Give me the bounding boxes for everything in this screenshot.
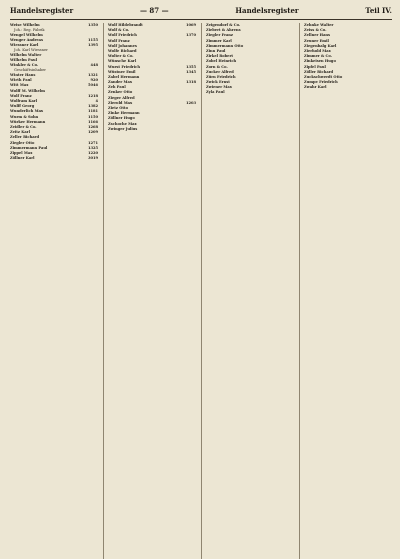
- entry-number: 1321: [87, 73, 98, 78]
- entry-number: 1166: [87, 119, 98, 124]
- entry-number: 1209: [87, 130, 98, 135]
- register-entry: [10, 109, 98, 114]
- register-columns: [10, 23, 392, 559]
- register-entry: [10, 125, 98, 130]
- page-number: — 87 —: [140, 6, 169, 15]
- entry-firm-name: Zimmer Karl: [206, 38, 232, 43]
- entry-firm-name: Wurst Friedrich: [108, 64, 140, 69]
- register-entry: [10, 130, 98, 135]
- entry-firm-name: Zucker Alfred: [206, 69, 234, 74]
- entry-firm-name: Wengel Wilhelm: [10, 32, 43, 37]
- register-entry: [108, 44, 196, 49]
- register-entry: [108, 85, 196, 90]
- entry-firm-name: Zeidler & Co.: [10, 124, 37, 129]
- entry-firm-name: Zeigendorf & Co.: [206, 23, 241, 27]
- entry-firm-name: Wolf Franz: [10, 93, 32, 98]
- entry-number: 1218: [87, 93, 98, 98]
- register-entry: [10, 63, 98, 72]
- register-entry: [304, 44, 392, 49]
- register-entry: [206, 59, 294, 64]
- register-column-3: [201, 23, 294, 559]
- entry-firm-name: Zierold Max: [108, 100, 133, 105]
- entry-firm-name: Zander Max: [108, 80, 132, 85]
- entry-firm-name: Zöllner Hugo: [108, 116, 135, 121]
- entry-firm-name: Zürn Friedrich: [206, 74, 236, 79]
- register-entry: [108, 59, 196, 64]
- register-entry: [10, 94, 98, 99]
- entry-firm-name: Wünsche Karl: [108, 59, 137, 64]
- entry-firm-name: Zwick Ernst: [206, 80, 230, 85]
- register-entry: [10, 141, 98, 146]
- entry-firm-name: Wilhelm Paul: [10, 58, 37, 63]
- register-entry: [10, 43, 98, 52]
- entry-firm-name: Zirkel Robert: [206, 54, 234, 59]
- entry-detail: Joh.: Reg. Fabrik: [14, 27, 45, 32]
- register-entry: [10, 73, 98, 78]
- register-entry: [10, 78, 98, 83]
- register-entry: [10, 99, 98, 104]
- entry-firm-name: Zyla Paul: [206, 90, 225, 95]
- entry-number: 1271: [87, 140, 98, 145]
- entry-firm-name: Wolf & Co.: [108, 28, 130, 33]
- register-entry: [108, 111, 196, 116]
- register-entry: [206, 70, 294, 75]
- entry-firm-name: Zimmermann Otto: [206, 43, 244, 48]
- register-entry: [206, 33, 294, 38]
- entry-firm-name: Zumpe Friedrich: [304, 80, 338, 85]
- register-entry: [108, 23, 196, 28]
- entry-number: 1395: [87, 43, 98, 48]
- register-entry: [10, 151, 98, 156]
- entry-number: 1350: [87, 23, 98, 27]
- entry-number: 1325: [87, 145, 98, 150]
- entry-number: 5046: [87, 83, 98, 88]
- entry-firm-name: Winkler & Co.: [10, 63, 39, 68]
- register-entry: [10, 83, 98, 88]
- entry-firm-name: Wolf Franz: [108, 38, 130, 43]
- register-entry: [304, 54, 392, 59]
- register-entry: [206, 65, 294, 70]
- register-entry: [304, 49, 392, 54]
- entry-firm-name: Zimmer & Co.: [304, 54, 332, 59]
- register-entry: [206, 85, 294, 90]
- entry-firm-name: Wolff M. Wilhelm: [10, 88, 45, 93]
- entry-firm-name: Wurm & Sohn: [10, 114, 39, 119]
- entry-firm-name: Zinke Hermann: [108, 111, 140, 116]
- entry-firm-name: Wolfram Karl: [10, 99, 38, 104]
- entry-firm-name: Ziegenbalg Karl: [304, 43, 337, 48]
- register-entry: [108, 75, 196, 80]
- entry-firm-name: Zipfel Paul: [304, 64, 326, 69]
- entry-firm-name: Zwahr Karl: [304, 85, 327, 90]
- entry-firm-name: Ziegler Franz: [206, 33, 233, 38]
- register-entry: [108, 101, 196, 106]
- entry-firm-name: Zietz Otto: [108, 106, 129, 110]
- register-entry: [10, 115, 98, 120]
- register-column-1: [10, 23, 98, 559]
- entry-firm-name: Würker Hermann: [10, 119, 46, 124]
- entry-firm-name: Zschoche Max: [108, 121, 137, 126]
- register-entry: [10, 89, 98, 94]
- register-entry: [10, 33, 98, 38]
- register-entry: [206, 39, 294, 44]
- register-entry: [108, 39, 196, 44]
- entry-firm-name: Zimmermann Paul: [10, 145, 48, 150]
- entry-firm-name: Zinkeisen Hugo: [304, 59, 336, 64]
- entry-firm-name: Wirth Paul: [10, 78, 32, 83]
- register-entry: [304, 80, 392, 85]
- entry-firm-name: Zippel Max: [10, 150, 33, 155]
- entry-number: 1370: [185, 33, 196, 38]
- entry-number: 4: [95, 99, 98, 104]
- register-entry: [10, 156, 98, 161]
- entry-firm-name: Wolter & Co.: [108, 54, 134, 59]
- entry-firm-name: Zeller Richard: [10, 135, 39, 140]
- register-entry: [108, 54, 196, 59]
- entry-number: 920: [90, 78, 98, 83]
- entry-firm-name: Weise Wilhelm: [10, 23, 40, 27]
- register-entry: [108, 28, 196, 33]
- register-entry: [108, 90, 196, 95]
- entry-number: 448: [90, 63, 98, 68]
- entry-firm-name: Wolf Johannes: [108, 43, 137, 48]
- entry-firm-name: Zöller Richard: [304, 69, 334, 74]
- entry-number: 1069: [185, 23, 196, 27]
- entry-firm-name: Zeh Paul: [108, 85, 126, 90]
- entry-firm-name: Ziegler Otto: [10, 140, 35, 145]
- register-column-2: [103, 23, 196, 559]
- register-entry: [206, 44, 294, 49]
- entry-firm-name: Wolfe Richard: [108, 48, 137, 53]
- entry-firm-name: Wolf Hildebrandt: [108, 23, 143, 27]
- entry-firm-name: Zierhold Max: [304, 48, 331, 53]
- entry-detail: Geschäftsinhaber: [14, 67, 46, 72]
- entry-firm-name: Zuckschwerdt Otto: [304, 74, 343, 79]
- register-entry: [10, 120, 98, 125]
- header-part-label: Teil IV.: [365, 6, 392, 15]
- register-entry: [108, 127, 196, 132]
- register-entry: [10, 104, 98, 109]
- entry-number: 1382: [87, 104, 98, 109]
- register-entry: [108, 96, 196, 101]
- page-header: [10, 6, 392, 20]
- register-entry: [10, 146, 98, 151]
- register-entry: [304, 33, 392, 38]
- register-entry: [108, 122, 196, 127]
- register-entry: [206, 28, 294, 33]
- register-entry: [10, 23, 98, 32]
- register-entry: [304, 85, 392, 90]
- entry-firm-name: Winter Hans: [10, 73, 36, 78]
- register-entry: [108, 106, 196, 111]
- entry-firm-name: Zehnke Walter: [304, 23, 334, 27]
- register-entry: [108, 65, 196, 70]
- register-entry: [10, 38, 98, 43]
- register-entry: [304, 23, 392, 28]
- entry-number: 1268: [87, 124, 98, 129]
- register-entry: [304, 65, 392, 70]
- register-entry: [10, 135, 98, 140]
- entry-firm-name: Zorn & Co.: [206, 64, 228, 69]
- register-entry: [10, 58, 98, 63]
- entry-firm-name: Zinn Paul: [206, 48, 226, 53]
- header-left-title: Handelsregister: [10, 6, 74, 15]
- entry-firm-name: Zeitz Karl: [10, 130, 30, 135]
- entry-firm-name: Wulff Georg: [10, 104, 35, 109]
- register-entry: [304, 70, 392, 75]
- header-center-title: Handelsregister: [235, 6, 299, 15]
- entry-number: 1155: [87, 37, 98, 42]
- entry-firm-name: Wunderlich Max: [10, 109, 44, 114]
- entry-number: 1150: [87, 114, 98, 119]
- entry-firm-name: Wilhelm Walter: [10, 52, 42, 57]
- entry-firm-name: Zöllner Karl: [10, 156, 35, 161]
- entry-number: 1355: [185, 64, 196, 69]
- entry-firm-name: Zieger Alfred: [108, 95, 135, 100]
- entry-firm-name: Zabel Hermann: [108, 74, 140, 79]
- register-entry: [108, 116, 196, 121]
- register-entry: [206, 75, 294, 80]
- entry-firm-name: Wiessner Karl: [10, 43, 39, 48]
- entry-firm-name: Zwinger Julius: [108, 126, 138, 131]
- register-column-4: [299, 23, 392, 559]
- entry-firm-name: Zeiss & Co.: [304, 28, 327, 33]
- entry-firm-name: Witt Max: [10, 83, 29, 88]
- register-entry: [108, 49, 196, 54]
- register-entry: [206, 90, 294, 95]
- entry-firm-name: Zobel Heinrich: [206, 59, 237, 64]
- register-entry: [206, 23, 294, 28]
- entry-number: 1220: [87, 150, 98, 155]
- register-entry: [206, 49, 294, 54]
- entry-firm-name: Zenker Otto: [108, 90, 133, 95]
- entry-firm-name: Zellner Hans: [304, 33, 331, 38]
- register-entry: [108, 70, 196, 75]
- register-entry: [206, 54, 294, 59]
- register-entry: [304, 59, 392, 64]
- entry-detail: Joh. Karl Wiessner: [14, 47, 48, 52]
- register-entry: [304, 28, 392, 33]
- entry-number: 1345: [185, 69, 196, 74]
- register-entry: [206, 80, 294, 85]
- entry-firm-name: Ziebert & Ahrens: [206, 28, 241, 33]
- register-entry: [108, 80, 196, 85]
- register-entry: [10, 53, 98, 58]
- entry-number: 1203: [185, 100, 196, 105]
- entry-firm-name: Wolf Friedrich: [108, 33, 137, 38]
- entry-number: 1181: [87, 109, 98, 114]
- entry-number: 1318: [185, 80, 196, 85]
- entry-firm-name: Zeuner Emil: [304, 38, 329, 43]
- entry-firm-name: Wenger Andreas: [10, 37, 44, 42]
- register-entry: [304, 39, 392, 44]
- register-entry: [108, 33, 196, 38]
- entry-firm-name: Zwiener Max: [206, 85, 232, 90]
- entry-firm-name: Wüstner Emil: [108, 69, 136, 74]
- register-entry: [304, 75, 392, 80]
- entry-number: 3019: [87, 156, 98, 161]
